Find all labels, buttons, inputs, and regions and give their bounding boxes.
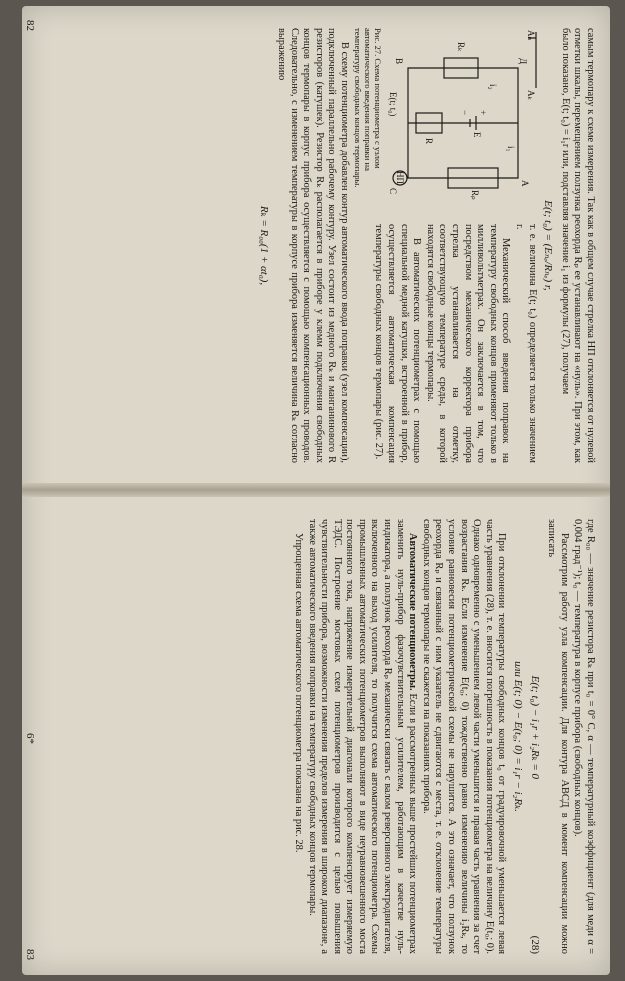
label-a: А: [519, 180, 530, 187]
formula-28: [528, 519, 541, 954]
label-rk: Rₖ: [455, 42, 466, 52]
circuit-diagram: [388, 28, 538, 218]
label-plus: +: [477, 110, 488, 116]
label-e-t: E(t; t₀): [387, 92, 398, 117]
formula: Rₖ = R₀₀(1 + αt₀),: [258, 205, 271, 286]
formula-number: (28): [528, 935, 541, 954]
figure-27: [353, 28, 538, 218]
figure-side-text: [353, 224, 538, 463]
page-number: 83: [24, 949, 36, 960]
label-b: В: [393, 58, 404, 65]
label-e: E: [471, 132, 482, 138]
paragraph: В автоматических потенциометрах с помощью специальной медной катушки, встроенной в прибор, осуществляется автоматическая компенсация температуры свободных концов термопары (рис. 27).: [373, 224, 423, 463]
label-i2: i₂: [487, 84, 498, 90]
paragraph: Рассмотрим работу узла компенсации. Для контура АВСД в момент компенсации можно записать: [546, 519, 570, 954]
page-83: [22, 497, 610, 974]
label-scale-a: Aₙ: [525, 30, 536, 41]
page-82-text: [36, 28, 596, 463]
book-gutter: [22, 483, 610, 497]
paragraph: При отклонении температуры свободных концов t₀ от градуировочной уменьшается левая часть уравнения (28), т. е. вносится погрешность в показания потенциометра на величину E(t₀; 0). Однако одновременно с уменьшением левой части уменьшится и правая часть уравнения за счет возрастания Rₖ. Если изменение E(t₀; 0) тождественно равно изменению величины i₂Rₖ, то условие равновесия потенциометрической схемы не нарушится. А это означает, что ползунок реохорда Rₚ и связанный с ним указатель не сдвигаются с места, т. е. отклонение температуры свободных концов термопары не скажется на показаниях прибора.: [420, 519, 508, 954]
paragraph: самым термопару к схеме измерения. Так как в общем случае стрелка НП отклоняется от нулевой отметки шкалы, перемещением ползунка реохорда Rₚ ее устанавливают на «нуль». При этом, как было показано, E(t; t₀) = i₁r или, подставляя значение i₁ из формулы (27), получаем: [559, 28, 596, 463]
paragraph: Упрощенная схема автоматического потенциометра показана на рис. 28.: [292, 533, 304, 853]
label-c: С: [387, 188, 398, 195]
label-minus: −: [459, 110, 470, 116]
formula: или E(t; 0) − E(t₀; 0) = i₁r − i₂Rₖ.: [512, 661, 525, 812]
page-82: [22, 6, 610, 483]
figure-block: [353, 28, 538, 463]
paragraph-text: Если в рассмотренных выше простейших потенциометрах заменить нуль-прибор фазочувствительным усилителем, работающим в качестве нуль-индикатора, а ползунок реохорда Rₚ механически связать с валом реверсивного электродвигателя, включенного на выход усилителя, то получится схема автоматического потенциометра. Схемы промышленных автоматических потенциометров выполняют в виде неуравновешенного моста постоянного тока, напряжение измерительной диагонали которого компенсирует измеряемую ТЭДС. Построение мостовых схем потенциометров производится с целью повышения чувствительности прибора, возможности изменения пределов измерения в широком диапазоне, а также автоматического введения поправки на температуру свободных концов термопары.: [306, 519, 419, 954]
label-d: Д: [517, 58, 528, 65]
section-heading: Автоматические потенциометры.: [407, 533, 419, 691]
formula: E(t; t₀) = (Eₙₑ/Rₙₑ) r,: [542, 200, 555, 291]
label-r: R: [423, 138, 434, 145]
paragraph: Механический способ введения поправок на температуру свободных концов применяют только в милливольтметрах. Он заключается в том, что посредством механического корректора прибора стрелка устанавливается на отметку, соответствующую температуре среды, в которой находятся свободные концы термопары.: [424, 224, 512, 463]
book-spread: [22, 6, 610, 975]
page-number: 82: [24, 20, 36, 31]
formula-text: E(t; t₀) − i₁r + i₂Rₖ = 0: [528, 675, 541, 780]
scale-line: [525, 30, 536, 88]
paragraph: где R₀₀ — значение резистора Rₖ при t₀ = 0° С, α — температурный коэффициент (для меди α = 0,004 град⁻¹); t₀ — температура в корпусе прибора (свободных концов).: [572, 519, 596, 954]
paragraph: В схему потенциометра добавлен контур автоматического ввода поправки (узел компенсации), подключенный параллельно рабочему контуру. Узел состоит из медного Rₖ и манганинового R резисторов (катушек). Резистор Rₖ располагается в приборе у клемм подключения свободных концов термопары в корпус прибора осуществляется с помощью компенсационных проводов. Следовательно, с изменением температуры в корпусе прибора изменяется величина Rₖ согласно выражению: [276, 28, 351, 463]
paragraph: т. е. величина E(t; t₀) определяется только значением r.: [514, 224, 538, 463]
figure-caption: Рис. 27. Схема потенциометра с узлом автоматического введения поправки на температуру свободных концов термопары.: [353, 28, 384, 188]
label-np: НП: [394, 171, 405, 184]
label-scale-b: Aₖ: [525, 90, 536, 101]
page-83-text: [36, 519, 596, 954]
label-rp: Rₚ: [469, 190, 480, 200]
signature-mark: 6*: [24, 733, 36, 744]
paragraph: [305, 519, 418, 954]
label-i1: i₁: [505, 146, 516, 152]
